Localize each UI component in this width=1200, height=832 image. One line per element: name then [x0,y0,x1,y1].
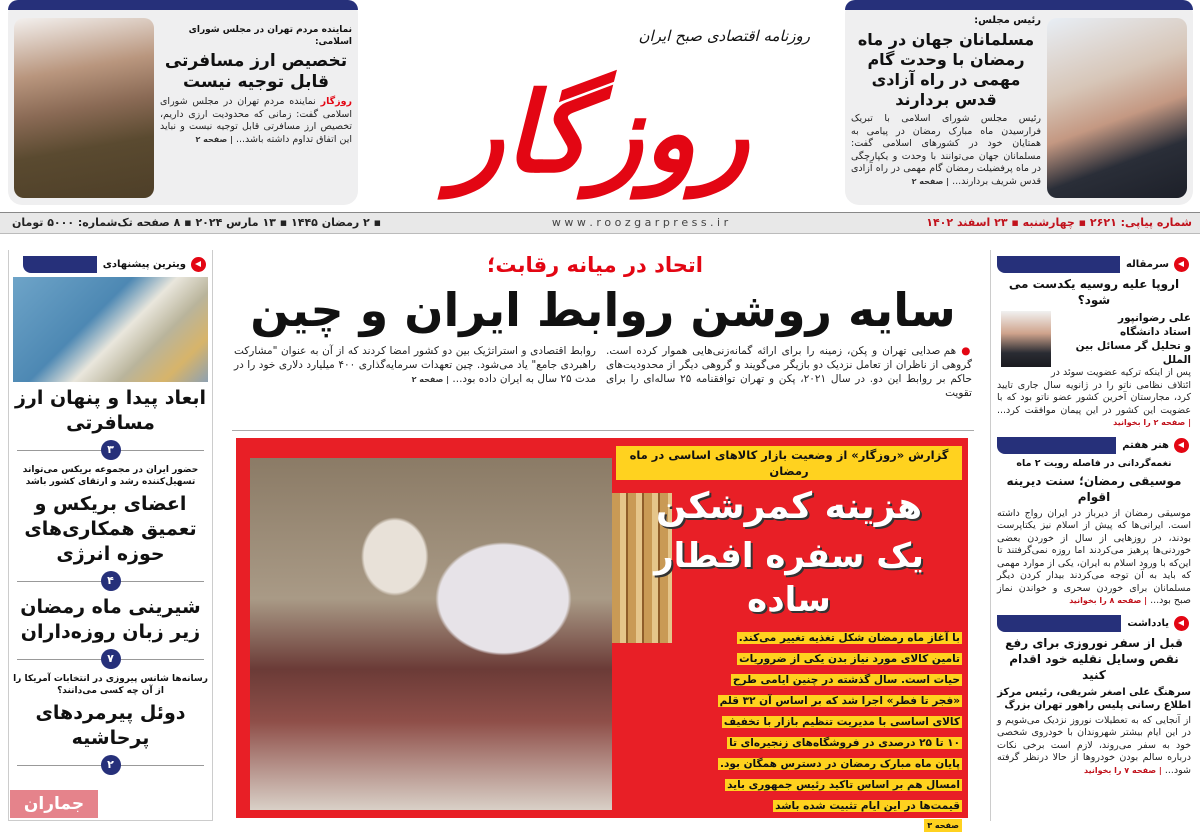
site-url[interactable]: w w w . r o o z g a r p r e s s . i r [551,216,729,229]
note-body: از آنجایی که به تعطیلات نوروز نزدیک می‌شویم و در این ایام بیشتر شهروندان با خودروی شخصی خود به سفر می‌روند، لازم است برخی نکات درباره سالم بودن خودروها از حالا درنظر گرفته شود... | صفحه ۷ را بخوانید [997,714,1191,776]
mp-photo [14,18,154,198]
story-kicker: رسانه‌ها شانس پیروزی در انتخابات آمریکا را از آن چه کسی می‌دانند؟ [13,674,208,696]
author-role: و تحلیل گر مسائل بین الملل [1075,340,1191,366]
feature-title-2[interactable]: یک سفره افطار ساده [654,536,924,620]
section-header-art [997,437,1191,454]
author-name: علی رضوانپور [1118,312,1191,324]
page-badge-row [13,571,208,591]
page-ref[interactable]: | صفحه ۲ [195,134,233,144]
play-icon [1174,257,1189,272]
read-more[interactable]: | صفحه ۷ را بخوانید [1083,765,1162,775]
page-badge[interactable]: ۷ [101,649,121,669]
lead-column-right: ● هم صدایی تهران و پکن، زمینه را برای ارائه گمانه‌زنی‌هایی هموار کرده است. گروهی از ناظران از تعامل نزدیک دو بازیگر می‌گویند و گروهی دیگر از محدودیت‌های حاکم بر روابط این دو. در سال ۲۰۲۱، پکن و تهران توافقنامه ۲۵ ساله‌ای را برای تقویت [606,345,972,399]
kicker: نماینده مردم تهران در مجلس شورای اسلامی: [188,25,352,47]
kicker: رئیس مجلس: [974,15,1041,26]
left-column [8,250,213,821]
art-body: موسیقی رمضان از دیرباز در ایران رواج داشته است. ایرانی‌ها که پیش از اسلام نیز یکتاپرست بودند، در روزهایی از سال از خوردن بعضی خوردنی‌ها پرهیز می‌کردند اما روزه نمی‌گرفتند تا این‌که با ورود اسلام به ایران، یکی از موارد مهمی که باید به آن توجه می‌کردند بیدار کردن دیگر مسلمانان برای خوردن سحری و خواندن نماز صبح بود... | صفحه ۸ را بخوانید [997,507,1191,606]
feature-kicker: گزارش «روزگار» از وضعیت بازار کالاهای اساسی در ماه رمضان [616,446,962,480]
feature-box[interactable] [236,438,968,830]
page-badge-row [13,440,208,460]
issue-info-left: ▪ ۲ رمضان ۱۴۴۵ ▪ ۱۳ مارس ۲۰۲۴ ▪ ۸ صفحه تک‌شماره: ۵۰۰۰ تومان [12,216,382,229]
page-ref[interactable]: | صفحه ۲ [911,176,950,186]
lead-kicker: اتحاد در میانه رقابت؛ [487,253,703,277]
bullet-icon: ● [956,345,972,357]
page-badge-row [13,755,208,775]
page-ref[interactable]: صفحه ۳ [924,819,962,832]
top-left-story[interactable] [8,0,358,205]
iftar-photo [250,458,612,810]
author-role: استاد دانشگاه [1119,326,1191,338]
read-more[interactable]: | صفحه ۸ را بخوانید [1069,596,1148,605]
top-right-text [851,14,1041,201]
page-badge-row [13,649,208,669]
story-kicker: حضور ایران در مجموعه بریکس می‌تواند تسهیل‌کننده رشد و ارتقای کشور باشد [22,465,199,487]
brand-mark: روزگار [320,96,352,107]
top-left-text [160,24,352,201]
section-header-editorial [997,256,1191,273]
play-icon [1174,616,1189,631]
art-kicker: نغمه‌گردانی در فاصله رویت ۲ ماه [1016,457,1172,469]
watermark-logo: جماران [10,790,98,818]
speaker-photo [1047,18,1187,198]
editorial-body: پس از اینکه ترکیه عضویت سوئد در ائتلاف نظامی ناتو را در ژانویه سال جاری تایید کرد، مجارستان آخرین کشور عضو ناتو بود که با عضویت این کشور در این پیمان موافقت کرد... | صفحه ۲ را بخوانید [997,367,1191,427]
author-photo [1001,311,1051,367]
summary: رئیس مجلس شورای اسلامی با تبریک فرارسیدن ماه مبارک رمضان در پیامی به همتایان خود در کشورهای اسلامی گفت: مسلمانان جهان می‌توانند با وحدت و یکپارچگی در ماه پرفضیلت رمضان گام مهمی در راه آزادی قدس شریف بردارند... | صفحه ۲ [851,113,1041,187]
page-badge[interactable]: ۲ [101,755,121,775]
right-column [990,250,1195,821]
section-label: ویترین پیشنهادی [97,256,208,273]
story-title[interactable]: ابعاد پیدا و پنهان ارز مسافرتی [14,387,207,434]
page-ref[interactable]: | صفحه ۲ [411,375,450,384]
tagline: روزنامه اقتصادی صبح ایران [638,27,810,45]
editorial-title[interactable]: اروپا علیه روسیه یکدست می شود؟ [1008,277,1180,307]
issue-bar [0,212,1200,234]
top-bar [8,0,358,10]
travel-currency-photo [13,277,208,382]
read-more[interactable]: | صفحه ۲ را بخوانید [1113,418,1191,427]
play-icon [191,257,206,272]
section-label: هنر هفتم [1116,437,1191,454]
feature-title-1[interactable]: هزینه کمرشکن [655,486,923,527]
editorial-block [997,311,1191,430]
page-badge[interactable]: ۴ [101,571,121,591]
top-bar [845,0,1193,10]
lead-column-left: روابط اقتصادی و استراتژیک بین دو کشور امضا کردند که از آن به عنوان "مشارکت راهبردی جامع" یاد می‌شود. چین تعهدات سرمایه‌گذاری ۴۰۰ میلیارد دلاری خود را در مدت ۲۵ سال به ایران داده بود... | صفحه ۲ [234,345,596,385]
note-author: سرهنگ علی اصغر شریفی، رئیس مرکز اطلاع رسانی پلیس راهور تهران بزرگ [997,686,1191,711]
headline[interactable]: تخصیص ارز مسافرتی قابل توجیه نیست [164,51,348,92]
issue-info-right: شماره پیاپی: ۲۶۲۱ ▪ چهارشنبه ▪ ۲۳ اسفند ۱۴۰۲ [926,216,1192,229]
section-label: یادداشت [1121,615,1191,632]
section-label: سرمقاله [1120,256,1191,273]
divider [232,430,974,431]
play-icon [1174,438,1189,453]
section-header-note [997,615,1191,632]
page-badge[interactable]: ۳ [101,440,121,460]
story-title[interactable]: دوئل پیرمردهای پرحاشیه [35,702,186,749]
story-title[interactable]: شیرینی ماه رمضان زیر زبان روزه‌داران [20,596,201,643]
summary: روزگار نماینده مردم تهران در مجلس شورای اسلامی گفت: زمانی که محدودیت ارزی داریم، تخصیص ارز مسافرتی قابل توجیه نیست و نباید این اتفاق تداوم داشته باشد... | صفحه ۲ [160,96,352,145]
logo: روزگار [450,69,750,197]
top-right-story[interactable] [845,0,1193,205]
note-title[interactable]: قبل از سفر نوروزی برای رفع نقص وسایل نقلیه خود اقدام کنید [1005,635,1183,682]
headline[interactable]: مسلمانان جهان در ماه رمضان با وحدت گام مهمی در راه آزادی قدس بردارند [857,30,1035,109]
art-title[interactable]: موسیقی رمضان؛ سنت دیرینه اقوام [1006,473,1182,504]
section-header-showcase [23,256,208,273]
feature-summary: با آغاز ماه رمضان شکل تغذیه تغییر می‌کند. تامین کالای مورد نیاز بدن یکی از ضروریات حیات است. سال گذشته در چنین ایامی طرح «فجر تا فطر» اجرا شد که بر اساس آن ۳۲ قلم کالای اساسی با مدیریت تنظیم بازار با تخفیف ۱۰ تا ۲۵ درصدی در فروشگاه‌های زنجیره‌ای تا پایان ماه مبارک رمضان در دسترس همگان بود. امسال هم بر اساس تاکید رئیس جمهوری باید قیمت‌ها در این ایام تثبیت شده باشد [719,632,960,812]
story-title[interactable]: اعضای بریکس و تعمیق همکاری‌های حوزه انرژی [24,493,197,565]
feature-text [616,446,962,830]
lead-headline[interactable]: سایه روشن روابط ایران و چین [250,283,956,337]
